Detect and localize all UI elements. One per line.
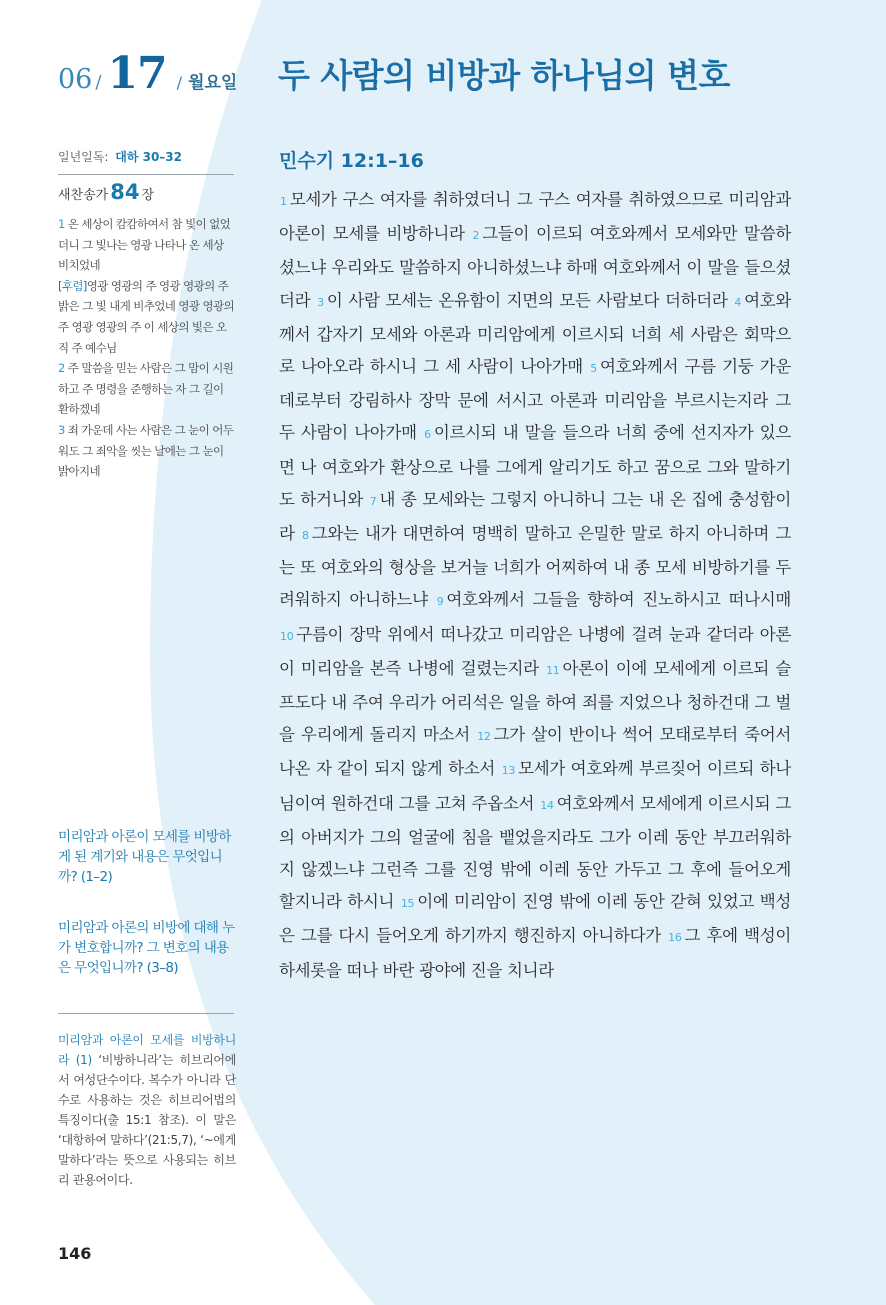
hymn-verse (58, 214, 236, 276)
verse-text: 여호와께서 구름 기둥 가운데로부터 강림하사 장막 문에 서시고 아론과 미리암을 부르시는지라 그 두 사람이 나아가매 (279, 357, 791, 443)
verse-text: 아론이 이에 모세에게 이르되 슬프도다 내 주여 우리가 어리석은 일을 하여 죄를 지었으나 청하건대 그 벌을 우리에게 돌리지 마소서 (279, 658, 791, 745)
verse-text: 구름이 장막 위에서 떠나갔고 미리암은 나병에 걸려 눈과 같더라 아론이 미리암을 본즉 나병에 걸렸는지라 (279, 624, 791, 678)
hymn-verse-text: 주 말씀을 믿는 사람은 그 맘이 시원하고 주 명령을 준행하는 자 그 길이 환하겠네 (58, 361, 234, 417)
date-header (58, 48, 237, 98)
verse-number: 8 (301, 529, 309, 543)
verse-number: 16 (668, 931, 682, 945)
study-note (58, 1030, 236, 1190)
verse-text: 모세가 여호와께 부르짖어 이르되 하나님이여 원하건대 그를 고쳐 주옵소서 (279, 759, 791, 813)
passage-reference: 민수기 12:1–16 (279, 150, 424, 172)
verse-text: 모세가 구스 여자를 취하였더니 그 구스 여자를 취하였으므로 미리암과 아론이 모세를 비방하니라 (279, 190, 791, 244)
verse-number: 3 (317, 295, 324, 309)
verse-text: 이 사람 모세는 온유함이 지면의 모든 사람보다 더하더라 (326, 290, 728, 310)
annual-reading-label: 일년일독: (58, 150, 109, 164)
hymn-lyrics (58, 214, 236, 482)
verse-text: 여호와께서 모세에게 이르시되 그의 아버지가 그의 얼굴에 침을 뱉었을지라도 그가 이레 동안 부끄러워하지 않겠느냐 그런즉 그를 진영 밖에 이레 동안 가두고 그 후에 들어오게 할지니라 하시니 (279, 793, 791, 912)
verse-text: 여호와께서 갑자기 모세와 아론과 미리암에게 이르시되 너희 세 사람은 회막으로 나아오라 하시니 그 세 사람이 나아가매 (279, 290, 791, 377)
verse-number: 10 (280, 629, 294, 643)
hymn-verse-number: 3 (58, 422, 65, 437)
verse-number: 2 (472, 229, 480, 243)
question-1: 미리암과 아론이 모세를 비방하게 된 계기와 내용은 무엇입니까? (1–2) (58, 829, 231, 885)
divider (58, 1013, 234, 1014)
hymn-number: 84 (110, 180, 140, 204)
hymn-verse-text: 죄 가운데 사는 사람은 그 눈이 어두워도 그 죄악을 씻는 날에는 그 눈이 밝아지네 (58, 422, 234, 479)
date-slash: / (95, 72, 102, 93)
verse-text: 그가 살이 반이나 썩어 모태로부터 죽어서 나온 자 같이 되지 않게 하소서 (279, 725, 791, 779)
hymn-verse-text: 영광 영광의 주 영광 영광의 주 밝은 그 빛 내게 비추었네 영광 영광의 주 영광 영광의 주 이 세상의 빛은 오직 주 예수님 (58, 278, 234, 355)
date-slash-2: / (176, 73, 183, 92)
verse-text: 그와는 내가 대면하여 명백히 말하고 은밀한 말로 하지 아니하며 그는 또 여호와의 형상을 보거늘 너희가 어찌하여 내 종 모세 비방하기를 두려워하지 아니하느냐 (279, 524, 791, 610)
verse-number: 14 (540, 798, 554, 812)
page-number: 146 (58, 1244, 92, 1263)
verse-number: 5 (590, 362, 597, 376)
verse-number: 11 (546, 663, 560, 677)
verse-number: 9 (436, 595, 444, 609)
verse-text: 그들이 이르되 여호와께서 모세와만 말씀하셨느냐 우리와도 말씀하지 아니하셨느냐 하매 여호와께서 이 말을 들으셨더라 (279, 224, 791, 310)
question-2: 미리암과 아론의 비방에 대해 누가 변호합니까? 그 변호의 내용은 무엇입니까? (3–8) (58, 920, 235, 976)
page-title: 두 사람의 비방과 하나님의 변호 (278, 56, 730, 95)
verse-number: 7 (369, 494, 377, 508)
scripture-text (279, 184, 791, 987)
annual-reading (58, 148, 236, 165)
verse-text: 이에 미리암이 진영 밖에 이레 동안 갇혀 있었고 백성은 그를 다시 들어오게 하기까지 행진하지 아니하다가 (279, 892, 792, 946)
date-day: 17 (107, 48, 167, 99)
hymn-verse (58, 276, 236, 358)
verse-number: 1 (280, 195, 287, 208)
study-note-heading: 미리암과 아론이 모세를 비방하니라 (1) (58, 1033, 236, 1067)
verse-text: 내 종 모세와는 그렇지 아니하니 그는 내 온 집에 충성함이라 (279, 489, 792, 544)
verse-number: 12 (477, 730, 491, 744)
verse-text: 이르시되 내 말을 들으라 너희 중에 선지자가 있으면 나 여호와가 환상으로 나를 그에게 알리기도 하고 꿈으로 그와 말하기도 하거니와 (279, 423, 791, 509)
hymn-label: 새찬송가 (58, 188, 109, 203)
hymn-verse-number: 1 (58, 217, 65, 231)
hymn-verse-text: 온 세상이 캄캄하여서 참 빛이 없었더니 그 빛나는 영광 나타나 온 세상 비치었네 (58, 217, 231, 273)
hymn-heading (58, 180, 236, 204)
date-month: 06 (58, 64, 93, 95)
verse-number: 6 (424, 428, 431, 442)
hymn-label-suffix: 장 (141, 188, 155, 203)
verse-number: 4 (734, 295, 742, 309)
hymn-verse-number: 2 (58, 361, 65, 376)
hymn-verse (58, 358, 236, 420)
study-note-text: ‘비방하니라’는 히브리어에서 여성단수이다. 복수가 아니라 단수로 사용하는 것은 히브리어법의 특징이다(출 15:1 참조). 이 말은 ‘대항하여 말하다’(21:5,7), ‘~에게 말하다’라는 뜻으로 사용되는 히브리 관용어이다. (58, 1053, 236, 1187)
verse-text: 그 후에 백성이 하세롯을 떠나 바란 광야에 진을 치니라 (279, 926, 791, 980)
hymn-verse (58, 420, 236, 482)
verse-number: 15 (400, 897, 415, 911)
divider (58, 174, 234, 175)
date-weekday: 월요일 (188, 73, 238, 93)
verse-number: 13 (501, 764, 516, 778)
verse-text: 여호와께서 그들을 향하여 진노하시고 떠나시매 (446, 590, 792, 610)
hymn-chorus-label: [후렴] (58, 278, 87, 293)
annual-reading-ref: 대하 30–32 (115, 150, 183, 164)
